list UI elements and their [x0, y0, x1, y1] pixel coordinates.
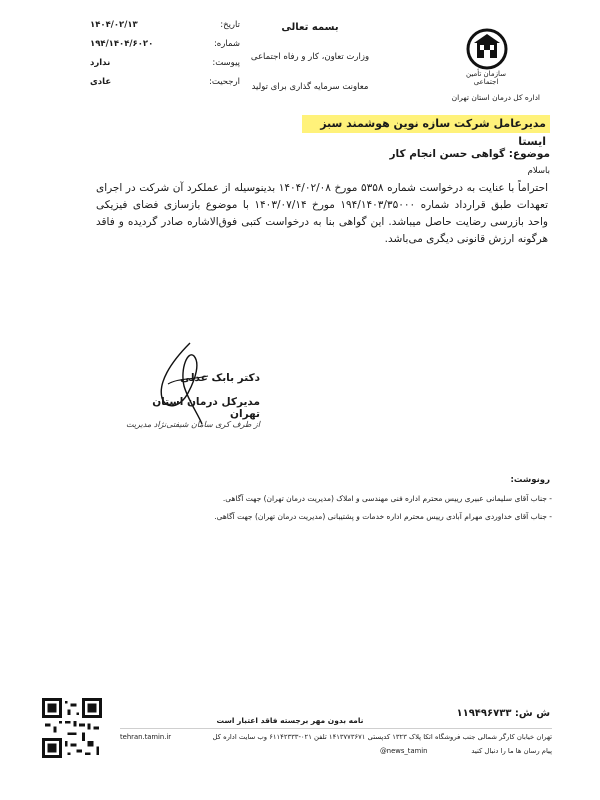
meta-label: ارجحیت:: [209, 77, 240, 87]
meta-label: تاریخ:: [220, 20, 240, 30]
qr-code-icon: [42, 698, 102, 758]
cc-item: - جناب آقای سلیمانی عبیری رییس محترم اداره فنی مهندسی و املاک (مدیریت درمان تهران) جهت آگاهی.: [222, 494, 552, 503]
subject-line: موضوع: گواهی حسن انجام کار: [389, 148, 550, 160]
deputy-name: معاونت سرمایه گذاری برای تولید: [251, 82, 369, 92]
recipient-line: مدیرعامل شرکت سازه نوین هوشمند سبز ایستا: [302, 115, 550, 133]
meta-label: شماره:: [213, 39, 240, 49]
social-handle[interactable]: @news_tamin: [380, 747, 428, 755]
signer-note: از طرف کری سامان شیفتی‌نژاد مدیریت: [126, 420, 260, 429]
address: تهران خیابان کارگر شمالی جنب فروشگاه اتکا پلاک ۱۳۲۳ کدپستی ۱۴۱۳۷۷۳۶۷۱ تلفن ۰۲۱-۶۱۱۴۲۳۳۳ وب سایت اداره کل: [212, 733, 552, 741]
letter-meta: [90, 20, 240, 96]
meta-value: ندارد: [90, 58, 111, 68]
meta-value: عادی: [90, 77, 112, 87]
ministry-name: وزارت تعاون، کار و رفاه اجتماعی: [250, 52, 370, 62]
greeting: باسلام: [527, 166, 550, 176]
cc-item: - جناب آقای خداوردی مهرام آبادی رییس محترم اداره خدمات و پشتیبانی (مدیریت درمان تهران) جهت آگاهی.: [214, 512, 552, 521]
signer-title: مدیرکل درمان استان تهران: [152, 396, 260, 420]
letter-body: احتراماً با عنایت به درخواست شماره ۵۳۵۸ مورخ ۱۴۰۴/۰۲/۰۸ بدینوسیله از عملکرد آن شرکت در اجرای تعهدات طبق قرارداد شماره ۱۹۴/۱۴۰۳/۳۵۰۰۰ مورخ ۱۴۰۳/۰۷/۱۴ با موضوع بازسازی فضای فیزیکی واحد بازرسی رضایت حاصل میباشد. این گواهی بنا به درخواست کتبی فوق‌الاشاره صادر گردیده و فاقد هرگونه ارزش قانونی دیگری می‌باشد.: [96, 182, 548, 245]
follow-text: پیام رسان ها ما را دنبال کنید: [471, 747, 552, 755]
meta-number: [90, 39, 240, 53]
organization-logo-icon: [462, 28, 512, 70]
office-name: اداره کل درمان استان تهران: [451, 93, 540, 102]
meta-value: ۱۴۰۴/۰۲/۱۳: [90, 20, 138, 30]
meta-date: [90, 20, 240, 34]
meta-label: پیوست:: [212, 58, 240, 68]
validity-note: نامه بدون مهر برجسته فاقد اعتبار است: [216, 716, 364, 725]
logo-caption: سازمان تأمین اجتماعی: [466, 70, 506, 86]
footer-divider: [120, 728, 552, 729]
meta-priority: [90, 77, 240, 91]
signer-name: دکتر بابک عدلی: [179, 372, 260, 384]
cc-heading: رونوشت:: [510, 475, 550, 485]
tracking-code: ش ش: ۱۱۹۴۹۶۷۳۳: [456, 708, 550, 719]
meta-attachment: [90, 58, 240, 72]
meta-value: ۱۹۴/۱۴۰۴/۶۰۲۰: [90, 39, 154, 49]
basmala: بسمه تعالی: [281, 22, 339, 33]
website-link[interactable]: tehran.tamin.ir: [120, 733, 172, 741]
